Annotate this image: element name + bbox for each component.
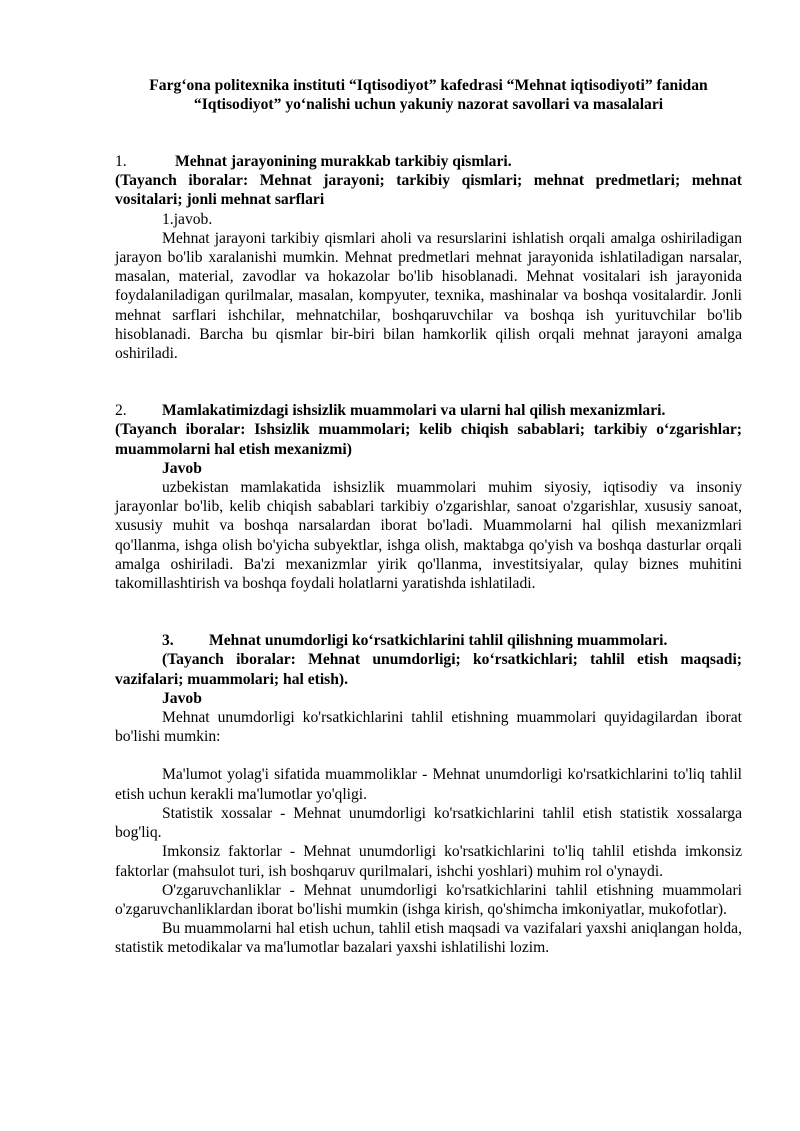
question-3-item: Imkonsiz faktorlar - Mehnat unumdorligi ko'rsatkichlarini to'liq tahlil etishda imkonsiz faktorlar (mahsulot turi, ish boshqaruv qurilmalari, ishchi yoshlari) muhim rol o'ynaydi. [115, 843, 742, 880]
question-3-intro: Mehnat unumdorligi ko'rsatkichlarini tahlil etishning muammolari quyidagilardan iborat bo'lishi mumkin: [115, 709, 742, 746]
document-page [115, 76, 742, 958]
question-1-answer-label: 1.javob. [162, 210, 213, 228]
question-3-answer-label: Javob [162, 689, 202, 707]
question-1-number: 1. [115, 153, 127, 170]
title-line-2: “Iqtisodiyot” yo‘nalishi uchun yakuniy nazorat savollari va masalalari [193, 96, 664, 113]
question-1-answer: Mehnat jarayoni tarkibiy qismlari aholi va resurslarini ishlatish orqali amalga oshiriladigan jarayon bo'lib xaralanishi mumkin. Mehnat predmetlari mehnat jarayonida ishlatiladigan narsalar, masalan, material, zavodlar va hokazolar bo'lib hisoblanadi. Mehnat vositalari ish jarayonida foydalaniladigan qurilmalar, masalan, kompyuter, texnika, mashinalar va boshqa vositalardir. Jonli mehnat sarflari ishchilar, mehnatchilar, boshqaruvchilar va boshqa ish yurituvchilar bo'lib hisoblanadi. Barcha bu qismlar bir-biri bilan hamkorlik qilish orqali mehnat jarayoni amalga oshiriladi. [115, 229, 742, 363]
question-3-item: Ma'lumot yolag'i sifatida muammoliklar - Mehnat unumdorligi ko'rsatkichlarini to'liq tahlil etish uchun kerakli ma'lumotlar yo'qligi. [115, 766, 742, 803]
question-3-item: Statistik xossalar - Mehnat unumdorligi ko'rsatkichlarini tahlil etish statistik xossalarga bog'liq. [115, 804, 742, 842]
question-2-heading: Mamlakatimizdagi ishsizlik muammolari va ularni hal qilish mexanizmlari. [162, 402, 666, 420]
question-3-heading: Mehnat unumdorligi ko‘rsatkichlarini tahlil qilishning muammolari. [209, 632, 668, 650]
question-3-heading-line [115, 631, 742, 650]
title-line-1: Farg‘ona politexnika instituti “Iqtisodiyot” kafedrasi “Mehnat iqtisodiyoti” fanidan [149, 77, 708, 94]
question-1-keywords: (Tayanch iboralar: Mehnat jarayoni; tarkibiy qismlari; mehnat predmetlari; mehnat vositalari; jonli mehnat sarflari [115, 172, 742, 209]
question-2-heading-line [115, 401, 742, 420]
question-2-number: 2. [115, 402, 127, 420]
question-1-heading: Mehnat jarayonining murakkab tarkibiy qismlari. [175, 153, 512, 170]
question-3-item: O'zgaruvchanliklar - Mehnat unumdorligi ko'rsatkichlarini tahlil etishning muammolari o'zgaruvchanliklardan iborat bo'lishi mumkin (ishga kirish, qo'shimcha imkoniyatlar, mukofotlar). [115, 881, 742, 918]
question-3 [115, 631, 742, 957]
document-title [115, 76, 742, 114]
question-1 [115, 152, 742, 363]
question-3-number: 3. [162, 632, 174, 650]
question-2-keywords: (Tayanch iboralar: Ishsizlik muammolari; kelib chiqish sabablari; tarkibiy o‘zgarishlar; muammolarni hal etish mexanizmi) [115, 421, 742, 458]
question-2-answer: uzbekistan mamlakatida ishsizlik muammolari muhim siyosiy, iqtisodiy va insoniy jarayonlar bo'lib, kelib chiqish sabablari tarkibiy o'zgarishlar, sanoat o'zgarishlar, xususiy sanoat, xususiy muhit va boshqa narsalardan iborat bo'ladi. Muammolarni hal qilish mexanizmlari qo'llanma, ishga olish bo'yicha subyektlar, ishga olish, maktabga qo'yish va boshqa dasturlar orqali amalga oshiriladi. Ba'zi mexanizmlar yirik qo'llanma, investitsiyalar, qulay biznes muhitini takomillashtirish va boshqa foydali holatlarni yaratishda ishlatiladi. [115, 479, 742, 593]
question-3-keywords: (Tayanch iboralar: Mehnat unumdorligi; ko‘rsatkichlari; tahlil etish maqsadi; vazifalari; muammolari; hal etish). [115, 651, 742, 688]
question-2 [115, 401, 742, 593]
question-3-conclusion: Bu muammolarni hal etish uchun, tahlil etish maqsadi va vazifalari yaxshi aniqlangan holda, statistik metodikalar va ma'lumotlar bazalari yaxshi ishlatilishi lozim. [115, 920, 742, 957]
question-2-answer-label: Javob [162, 459, 202, 477]
question-1-heading-line [115, 152, 742, 171]
